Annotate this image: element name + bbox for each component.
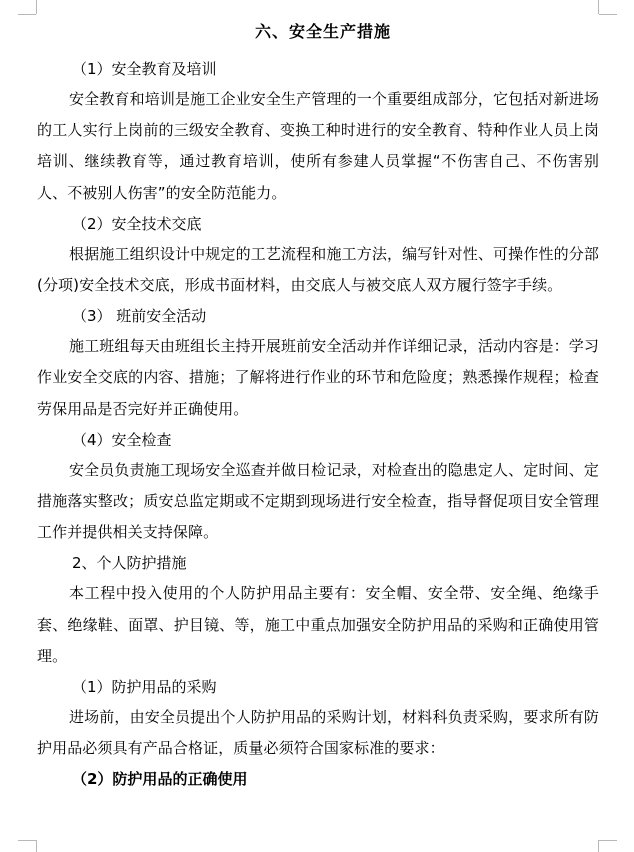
paragraph-education: 安全教育和培训是施工企业安全生产管理的一个重要组成部分，它包括对新进场的工人实行上岗前的三级安全教育、变换工种时进行的安全教育、特种作业人员上岗培训、继续教育等，通过教育培训，使所有参建人员掌握“不伤害自己、不伤害别人、不被别人伤害”的安全防范能力。 bbox=[37, 90, 599, 202]
crop-mark-top-right bbox=[599, 14, 617, 15]
subsection-heading-inspection: （4）安全检查 bbox=[72, 430, 172, 449]
crop-mark-top-left bbox=[36, 0, 37, 14]
crop-mark-bottom-right bbox=[598, 840, 599, 852]
paragraph-personal-protection: 本工程中投入使用的个人防护用品主要有：安全帽、安全带、安全绳、绝缘手套、绝缘鞋、面罩、护目镜、等，施工中重点加强安全防护用品的采购和正确使用管理。 bbox=[37, 584, 599, 665]
paragraph-briefing: 根据施工组织设计中规定的工艺流程和施工方法，编写针对性、可操作性的分部(分项)安全技术交底，形成书面材料，由交底人与被交底人双方履行签字手续。 bbox=[37, 244, 599, 295]
crop-mark-bottom-right bbox=[599, 840, 617, 841]
subsection-heading-pre-shift: （3） 班前安全活动 bbox=[72, 307, 207, 326]
crop-mark-bottom-left bbox=[36, 840, 37, 852]
section-heading-personal-protection: 2、个人防护措施 bbox=[72, 554, 187, 573]
subsection-heading-briefing: （2）安全技术交底 bbox=[72, 214, 202, 233]
paragraph-procurement: 进场前，由安全员提出个人防护用品的采购计划，材料科负责采购，要求所有防护用品必须具有产品合格证，质量必须符合国家标准的要求： bbox=[37, 708, 599, 758]
crop-mark-bottom-left bbox=[18, 840, 36, 841]
subsection-heading-education: （1）安全教育及培训 bbox=[72, 60, 217, 78]
document-body bbox=[37, 17, 599, 794]
section-title: 六、安全生产措施 bbox=[254, 22, 391, 41]
crop-mark-top-right bbox=[598, 0, 599, 14]
paragraph-inspection: 安全员负责施工现场安全巡查并做日检记录，对检查出的隐患定人、定时间、定措施落实整改；质安总监定期或不定期到现场进行安全检查，指导督促项目安全管理工作并提供相关支持保障。 bbox=[37, 460, 599, 542]
subsection-heading-procurement: （1）防护用品的采购 bbox=[72, 678, 217, 697]
crop-mark-top-left bbox=[18, 14, 36, 15]
paragraph-pre-shift: 施工班组每天由班组长主持开展班前安全活动并作详细记录，活动内容是：学习作业安全交底的内容、措施；了解将进行作业的环节和危险度；熟悉操作规程；检查劳保用品是否完好并正确使用。 bbox=[37, 337, 599, 418]
subsection-heading-proper-use: （2）防护用品的正确使用 bbox=[72, 770, 248, 789]
